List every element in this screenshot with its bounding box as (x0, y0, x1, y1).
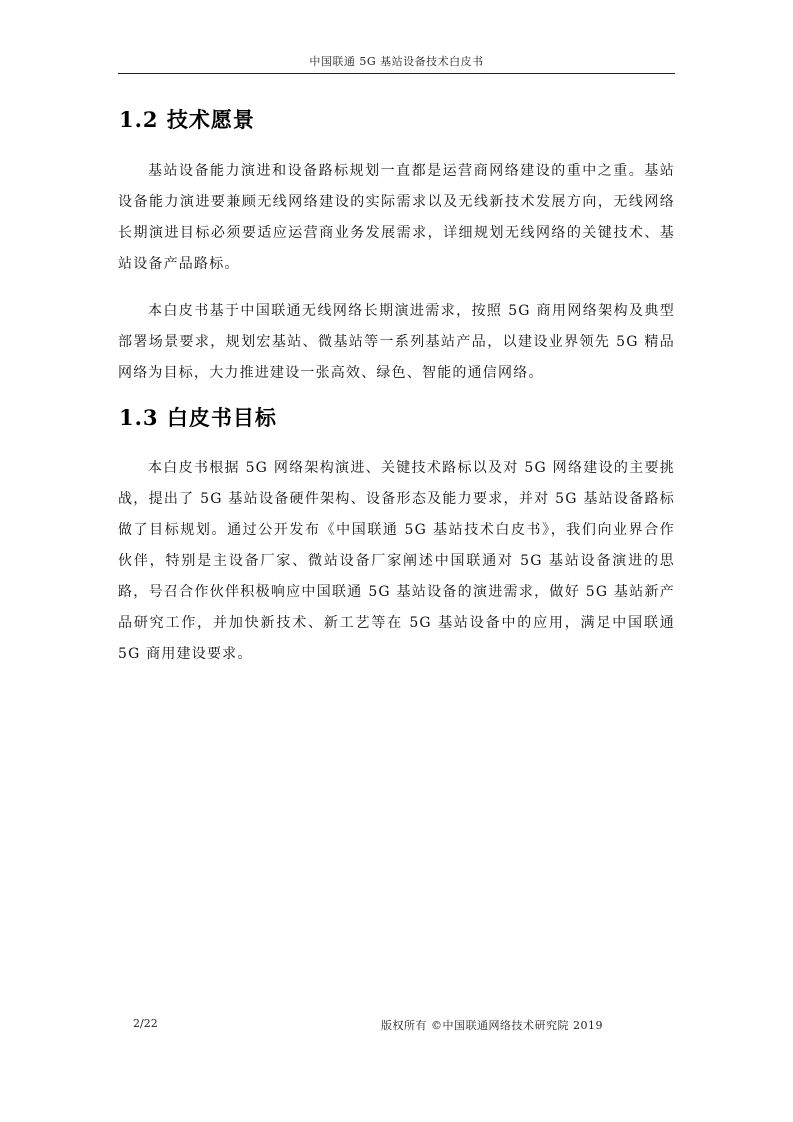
paragraph: 基站设备能力演进和设备路标规划一直都是运营商网络建设的重中之重。基站设备能力演进要兼顾无线网络建设的实际需求以及无线新技术发展方向，无线网络长期演进目标必须要适应运营商业务发展需求，详细规划无线网络的关键技术、基站设备产品路标。 (118, 163, 675, 272)
section-heading-whitepaper-goals: 1.3 白皮书目标 (119, 405, 277, 430)
header-divider (118, 73, 675, 74)
page-footer (0, 1017, 793, 1037)
page-header: 中国联通 5G 基站设备技术白皮书 (309, 55, 484, 68)
paragraph: 本白皮书基于中国联通无线网络长期演进需求，按照 5G 商用网络架构及典型部署场景要求，规划宏基站、微基站等一系列基站产品，以建设业界领先 5G 精品网络为目标，大力推进建设一张高效、绿色、智能的通信网络。 (118, 303, 675, 381)
copyright-notice: 版权所有 ©中国联通网络技术研究院 2019 (381, 1019, 603, 1032)
section-heading-tech-vision: 1.2 技术愿景 (119, 107, 255, 132)
page-number: 2/22 (133, 1017, 158, 1030)
paragraph: 本白皮书根据 5G 网络架构演进、关键技术路标以及对 5G 网络建设的主要挑战，提出了 5G 基站设备硬件架构、设备形态及能力要求，并对 5G 基站设备路标做了目标规划。通过公开发布《中国联通 5G 基站技术白皮书》，我们向业界合作伙伴，特别是主设备厂家、微站设备厂家阐述中国联通对 5G 基站设备演进的思路，号召合作伙伴积极响应中国联通 5G 基站设备的演进需求，做好 5G 基站新产品研究工作，并加快新技术、新工艺等在 5G 基站设备中的应用，满足中国联通 5G 商用建设要求。 (118, 460, 675, 662)
